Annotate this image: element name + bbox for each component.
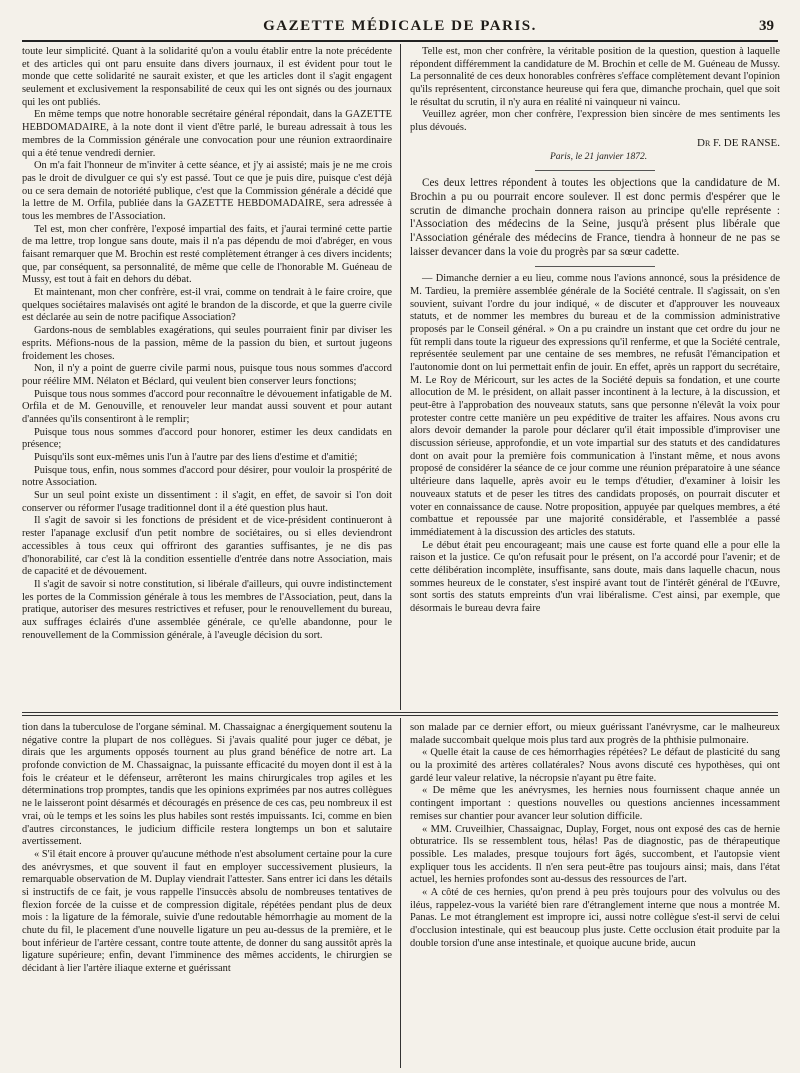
paragraph: toute leur simplicité. Quant à la solidarité qu'on a voulu établir entre la note précédente et des articles qui ont paru ensuite dans divers journaux, il est évident pour tout le monde que cette solidarité ne saurait exister, et que les articles dont il s'agit engagent seulement et exclusivement la responsabilité de ceux qui les ont signés ou des journaux qui les ont publiés.: [22, 46, 392, 108]
paragraph: Et maintenant, mon cher confrère, est-il vrai, comme on tendrait à le faire croire, que quelques sociétaires malavisés ont agité le brandon de la discorde, et que la guerre civile est déclarée au sein de notre pacifique Association?: [22, 287, 392, 324]
paragraph: « A côté de ces hernies, qu'on prend à peu près toujours pour des volvulus ou des iléus, rappelez-vous la variété bien rare d'étranglement interne que nous a montrée M. Panas. Le mot étranglement est impropre ici, aussi notre collègue s'est-il servi de celui d'occlusion intestinale, qui est beaucoup plus juste. Cette occlusion était produite par la double torsion d'une anse intestinale, et quoique aucune bride, aucun: [410, 886, 780, 949]
paragraph: « Quelle était la cause de ces hémorrhagies répétées? Le défaut de plasticité du sang ou la proximité des artères collatérales? Nous avons discuté ces hypothèses, qui ont gardé leur valeur relative, la nécropsie n'ayant pu être faite.: [410, 747, 780, 784]
top-right-column: [410, 46, 780, 708]
section-rule: [22, 712, 778, 716]
page-number: 39: [759, 18, 774, 34]
separator: [535, 266, 655, 267]
top-left-column: [22, 46, 392, 708]
paragraph: En même temps que notre honorable secrétaire général répondait, dans la GAZETTE HEBDOMADAIRE, à la note dont il vient d'être parlé, le bureau adressait à tous les membres de la Commission générale une convocation pour une réunion extraordinaire qui a été tenue vendredi dernier.: [22, 109, 392, 159]
paragraph: son malade par ce dernier effort, ou mieux guérissant l'anévrysme, car le malheureux malade succombait quelque mois plus tard aux progrès de la phthisie pulmonaire.: [410, 722, 780, 746]
paragraph: Le début était peu encourageant; mais une cause est forte quand elle a pour elle la raison et la justice. Ce qu'on refusait pour le présent, on l'a accordé pour l'avenir; et de cette délibération incomplète, insuffisante, sans doute, mais dans laquelle chacun, nous sommes heureux de le constater, s'est inspiré avant tout de l'intérêt général de l'Œuvre, sont sortis des statuts empreints d'un vrai libéralisme. C'est ainsi, par exemple, que désormais le bureau devra faire: [410, 539, 780, 615]
paragraph: « S'il était encore à prouver qu'aucune méthode n'est absolument certaine pour la cure des anévrysmes, et que souvent il faut en employer successivement plusieurs, la remarquable observation de M. Duplay viendrait l'attester. Sans entrer ici dans les détails si instructifs de ce fait, je vous rappelle l'insuccès absolu de nombreuses tentatives de flexion forcée de la cuisse et de compression digitale, répétées pendant plus de deux mois : la ligature de la fémorale, suivie d'une redoutable hémorrhagie au moment de la chute du fil, le placement d'une nouvelle ligature un peu au-dessus de la première, et le bout inférieur de l'artère cessant, contre toute attente, de donner du sang aussitôt après la ligature supérieure; enfin, devant l'imminence des mêmes accidents, le chirurgien se décidant à lier l'artère iliaque externe et guérissant: [22, 848, 392, 975]
bottom-right-column: [410, 722, 780, 1064]
paragraph: Puisque tous nous sommes d'accord pour reconnaître le dévouement infatigable de M. Orfila et de M. Genouville, et renouveler leur mandat aussi souvent et pour autant d'années qu'ils consentiront à le remplir;: [22, 388, 392, 425]
paragraph: Ces deux lettres répondent à toutes les objections que la candidature de M. Brochin a pu ou pourrait encore soulever. Il est donc permis d'espérer que le scrutin de dimanche prochain donnera raison au principe qu'elle représente : l'Association des médecins de la Seine, jusqu'à présent plus libérale que l'Association générale des médecins de France, tiendra à honneur de ne pas se laisser devancer dans la voie du progrès par sa sœur cadette.: [410, 176, 780, 259]
paragraph: « MM. Cruveilhier, Chassaignac, Duplay, Forget, nous ont exposé des cas de hernie obturatrice. Ils se ressemblent tous, hélas! Pas de diagnostic, pas de thérapeutique possible. Les malades, presque toujours fort âgés, succombent, et l'autopsie vient expliquer tous les accidents. Il n'en sera peut-être pas toujours ainsi; mais, dans l'état actuel, les hernies profondes sont au-dessus des ressources de l'art.: [410, 823, 780, 886]
paragraph: Telle est, mon cher confrère, la véritable position de la question, question à laquelle répondent différemment la candidature de M. Brochin et celle de M. Guéneau de Mussy. La personnalité de ces deux honorables confrères s'efface complètement devant l'opinion qu'ils représentent, circonstance heureuse qui fera que, dimanche prochain, quel que soit le résultat du scrutin, il n'y aura en réalité ni vainqueur ni vaincu.: [410, 46, 780, 108]
paragraph: Tel est, mon cher confrère, l'exposé impartial des faits, et j'aurai terminé cette partie de ma lettre, trop longue sans doute, mais il n'a pas dépendu de moi d'abréger, en vous faisant remarquer que M. Brochin est resté complètement étranger à ces divers incidents; que, par conséquent, sa personnalité, de même que celle de l'honorable M. Guéneau de Mussy, est tout à fait en dehors du débat.: [22, 223, 392, 286]
paragraph: Non, il n'y a point de guerre civile parmi nous, puisque tous nous sommes d'accord pour réélire MM. Nélaton et Béclard, qui veulent bien conserver leurs fonctions;: [22, 363, 392, 387]
paragraph: — Dimanche dernier a eu lieu, comme nous l'avions annoncé, sous la présidence de M. Tardieu, la première assemblée générale de la Société centrale. Il s'agissait, on s'en souvient, suivant l'ordre du jour indiqué, « de discuter et d'approuver les nouveaux statuts, et de nommer les membres du bureau et de la commission administrative proposés par le Conseil général. » On a pu craindre un instant que cet ordre du jour ne fût rempli dans toute la rigueur des expressions qu'il renferme, et que la Société centrale, représentée seulement par une centaine de ses membres, ne refusât l'émancipation et l'autonomie dont on lui permettait enfin de jouir. En effet, après un rapport du secrétaire, M. Le Roy de Méricourt, sur les actes de la Société depuis sa fondation, et une courte allocution de M. le président, on allait passer incontinent à la lecture, à la discussion, et peut-être à l'approbation des nouveaux statuts, sans que personne n'élevât la voix pour protester contre cette manière un peu expéditive de traiter les affaires. Nous avons cru alors devoir demander la parole pour déclarer qu'il était impossible d'improviser une discussion sérieuse, approfondie, et un vote impartial sur des statuts et des candidatures dont on avait pour la première fois communication à l'instant même, et nous avons proposé de considérer la séance de ce jour comme une réunion préparatoire à une séance ultérieure dans laquelle, après avoir eu le temps d'étudier, d'examiner à loisir les nouveaux statuts et de peser les titres des candidats proposés, on pourrait discuter et voter en connaissance de cause. Notre proposition, appuyée par quelques membres, a été combattue et repoussée par une majorité considérable, et l'assemblée a passé immédiatement à la discussion des articles des statuts.: [410, 273, 780, 538]
paragraph: Puisqu'ils sont eux-mêmes unis l'un à l'autre par des liens d'estime et d'amitié;: [34, 452, 358, 463]
bottom-left-column: [22, 722, 392, 1064]
paragraph: Gardons-nous de semblables exagérations, qui seules pourraient finir par diviser les esprits. Méfions-nous de la passion, même de la passion du bien, et surtout jugeons froidement les choses.: [22, 325, 392, 362]
paragraph: Puisque tous, enfin, nous sommes d'accord pour désirer, pour vouloir la prospérité de notre Association.: [22, 464, 392, 489]
paragraph: On m'a fait l'honneur de m'inviter à cette séance, et j'y ai assisté; mais je ne me crois pas le droit de divulguer ce qui s'y est passé. Tout ce que je puis dire, puisque c'est déjà ou ce sera demain de notoriété publique, c'est que la Commission générale a décidé que la lettre de M. Orfila, publiée dans la GAZETTE HEBDOMADAIRE, sera adressée à tous les membres de l'Association.: [22, 160, 392, 222]
separator: [535, 170, 655, 171]
column-divider-bottom: [400, 718, 401, 1068]
running-title: GAZETTE MÉDICALE DE PARIS.: [263, 18, 537, 34]
paragraph: Sur un seul point existe un dissentiment : il s'agit, en effet, de savoir si l'on doit conserver ou réformer l'usage traditionnel dont il a été question plus haut.: [22, 490, 392, 514]
signature: Dr F. DE RANSE.: [697, 136, 780, 149]
dateline: Paris, le 21 janvier 1872.: [550, 152, 648, 163]
paragraph: tion dans la tuberculose de l'organe séminal. M. Chassaignac a énergiquement soutenu la négative contre la plupart de nos collègues. Si j'avais qualité pour juger ce débat, je dirais que les arguments opposés tournent au plus grand bénéfice de notre art. La profonde conviction de M. Chassaignac, la puissante efficacité du moyen dont il est à la fois le créateur et le défenseur, arrêteront les mains chirurgicales trop agiles et les déterminations trop promptes, tandis que les opinions exprimées par nos autres collègues ne le laisseront point désarmés et découragés en présence de ces cas, peu nombreux il est vrai, où le temps et les soins les plus habiles sont restés impuissants. Ici, comme en bien d'autres circonstances, le judicium difficile restera longtemps un bon et salutaire avertissement.: [22, 722, 392, 848]
paragraph: « De même que les anévrysmes, les hernies nous fournissent chaque année un contingent important : questions nouvelles ou questions anciennes incessamment remises sur chantier pour avancer leur solution difficile.: [410, 785, 780, 822]
paragraph: Veuillez agréer, mon cher confrère, l'expression bien sincère de mes sentiments les plus dévoués.: [410, 109, 780, 134]
paragraph: Il s'agit de savoir si notre constitution, si libérale d'ailleurs, qui ouvre indistinctement les portes de la Commission générale à tous les membres de l'Association, peut, dans la pratique, autoriser des mesures restrictives et refuser, pour le renouvellement du bureau, aux suffrages éclairés d'une assemblée générale, ce qu'elle abandonne, pour le renouvellement de la Commission générale, à l'aveugle décision du sort.: [22, 578, 392, 641]
paragraph: Puisque tous nous sommes d'accord pour honorer, estimer les deux candidats en présence;: [22, 426, 392, 451]
paragraph: Il s'agit de savoir si les fonctions de président et de vice-président continueront à rester l'apanage exclusif d'un petit nombre de sociétaires, ou si elles deviendront accessibles à tous ceux qui offriront des garanties suffisantes, je ne dis pas d'honorabilité, car c'est là la condition essentielle d'entrée dans notre Association, mais de capacité et de dévouement.: [22, 515, 392, 578]
page-header: [22, 10, 778, 42]
column-divider-top: [400, 44, 401, 710]
